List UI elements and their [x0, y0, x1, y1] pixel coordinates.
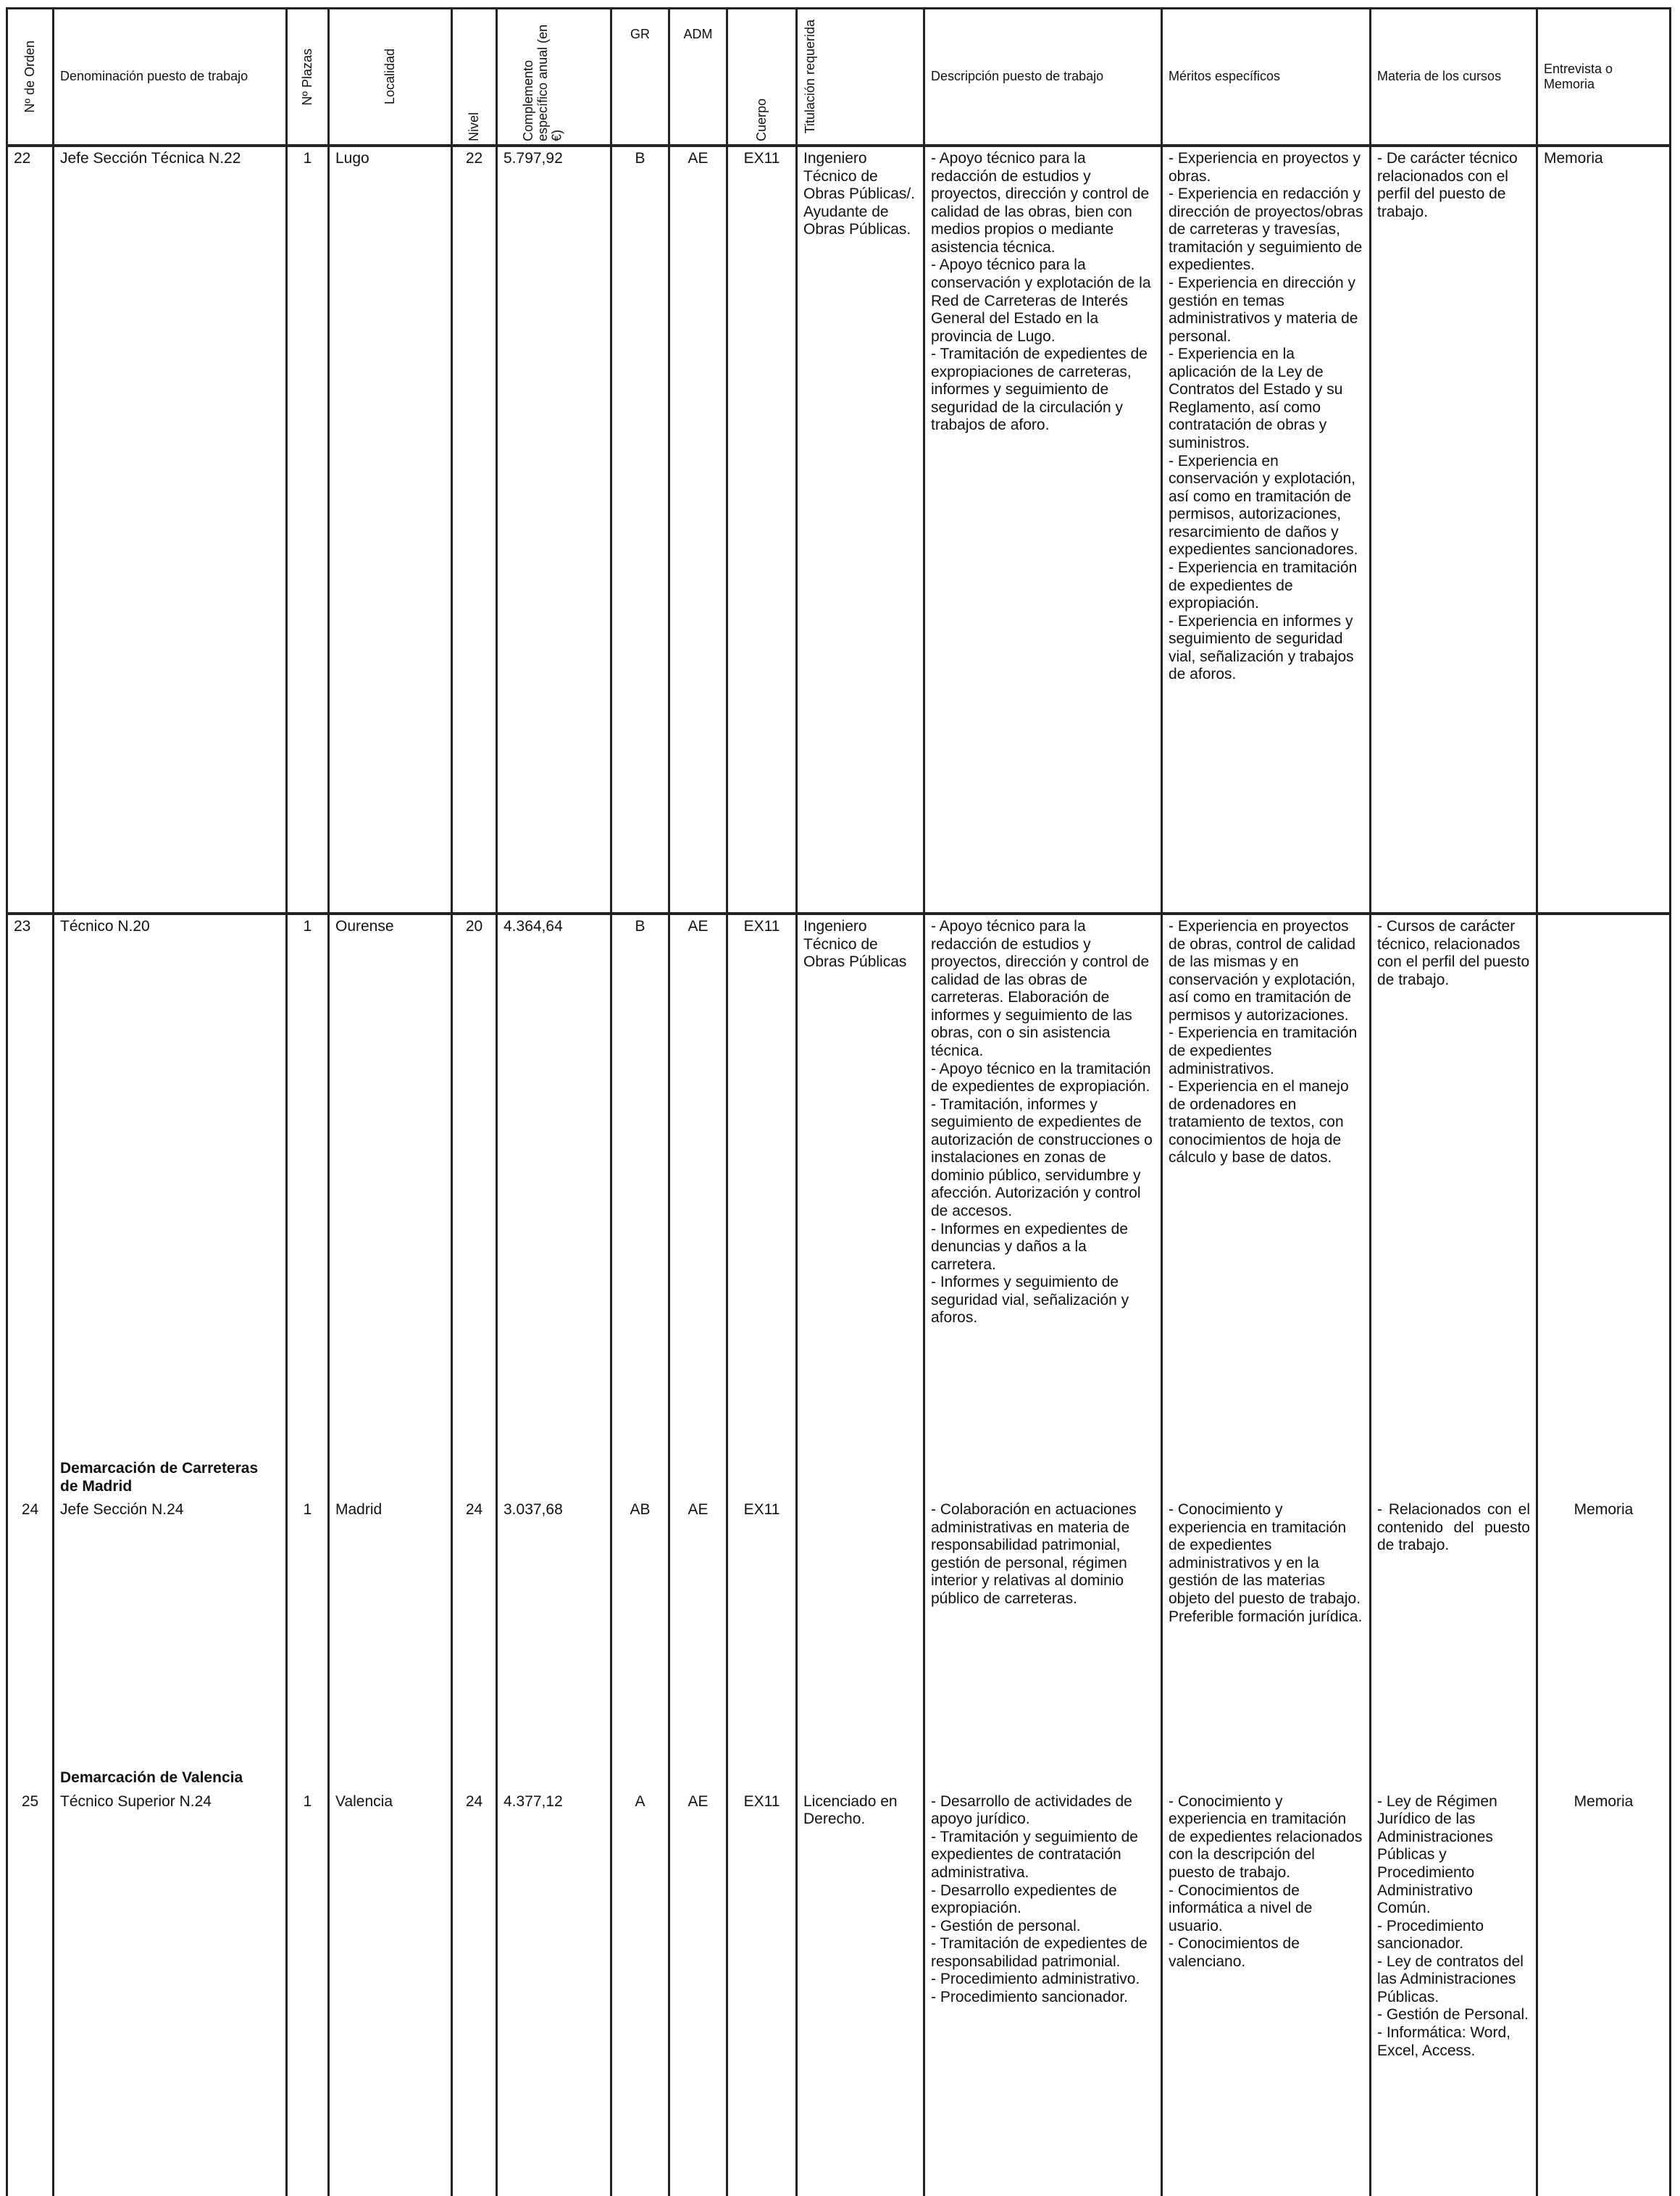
header-denominacion: Denominación puesto de trabajo	[54, 9, 287, 146]
cell-gr: B	[611, 914, 669, 1457]
cell-cursos: - Ley de Régimen Jurídico de las Administraciones Públicas y Procedimiento Administrativo Común. - Procedimiento sancionador. - Ley de contratos del las Administraciones Públicas. - Gestión de Personal. - Informática: Word, Excel, Access.	[1371, 1790, 1537, 2196]
cell-meritos: - Experiencia en proyectos de obras, control de calidad de las mismas y en conservación y explotación, así como en tramitación de permisos y autorizaciones. - Experiencia en tramitación de expedientes administrativos. - Experiencia en el manejo de ordenadores en tratamiento de textos, con conocimientos de hoja de cálculo y base de datos.	[1162, 914, 1371, 1457]
cell-gr: A	[611, 1790, 669, 2196]
cell-localidad: Ourense	[329, 914, 452, 1457]
cell-nivel: 22	[452, 146, 497, 914]
cell-entrevista: Memoria	[1537, 146, 1671, 914]
table-row	[7, 914, 1671, 1457]
cell-descripcion: - Apoyo técnico para la redacción de estudios y proyectos, dirección y control de calidad de las obras, bien con medios propios o mediante asistencia técnica. - Apoyo técnico para la conservación y explotación de la Red de Carreteras de Interés General del Estado en la provincia de Lugo. - Tramitación de expedientes de expropiaciones de carreteras, informes y seguimiento de seguridad de la circulación y trabajos de aforo.	[924, 146, 1162, 914]
cell-plazas: 1	[287, 1498, 329, 1766]
section-row	[7, 1766, 1671, 1790]
cell-meritos: - Conocimiento y experiencia en tramitación de expedientes administrativos y en la gestión de las materias objeto del puesto de trabajo. Preferible formación jurídica.	[1162, 1498, 1371, 1766]
cell-cursos: - De carácter técnico relacionados con el perfil del puesto de trabajo.	[1371, 146, 1537, 914]
cell-complemento: 5.797,92	[497, 146, 611, 914]
cell-descripcion: - Colaboración en actuaciones administrativas en materia de responsabilidad patrimonial, gestión de personal, régimen interior y relativas al dominio público de carreteras.	[924, 1498, 1162, 1766]
section-heading: Demarcación de Valencia	[54, 1766, 287, 1790]
table-row	[7, 1790, 1671, 2196]
cell-nivel: 20	[452, 914, 497, 1457]
cell-titulacion: Ingeniero Técnico de Obras Públicas/. Ayudante de Obras Públicas.	[797, 146, 924, 914]
header-meritos: Méritos específicos	[1162, 9, 1371, 146]
section-heading: Demarcación de Carreteras de Madrid	[54, 1457, 287, 1498]
cell-titulacion: Licenciado en Derecho.	[797, 1790, 924, 2196]
cell-localidad: Valencia	[329, 1790, 452, 2196]
header-descripcion: Descripción puesto de trabajo	[924, 9, 1162, 146]
cell-adm: AE	[669, 1498, 727, 1766]
table-row	[7, 146, 1671, 914]
cell-cuerpo: EX11	[727, 914, 797, 1457]
cell-meritos: - Experiencia en proyectos y obras. - Experiencia en redacción y dirección de proyectos/obras de carreteras y travesías, tramitación y seguimiento de expedientes. - Experiencia en dirección y gestión en temas administrativos y materia de personal. - Experiencia en la aplicación de la Ley de Contratos del Estado y su Reglamento, así como contratación de obras y suministros. - Experiencia en conservación y explotación, así como en tramitación de permisos, autorizaciones, resarcimiento de daños y expedientes sancionadores. - Experiencia en tramitación de expedientes de expropiación. - Experiencia en informes y seguimiento de seguridad vial, señalización y trabajos de aforos.	[1162, 146, 1371, 914]
cell-orden: 25	[7, 1790, 54, 2196]
cell-plazas: 1	[287, 146, 329, 914]
table-header	[7, 9, 1671, 146]
cell-plazas: 1	[287, 1790, 329, 2196]
cell-localidad: Lugo	[329, 146, 452, 914]
cell-localidad: Madrid	[329, 1498, 452, 1766]
cell-denominacion: Jefe Sección N.24	[54, 1498, 287, 1766]
cell-orden: 24	[7, 1498, 54, 1766]
table-row	[7, 1498, 1671, 1766]
cell-plazas: 1	[287, 914, 329, 1457]
cell-entrevista	[1537, 914, 1671, 1457]
header-titulacion: Titulación requerida	[797, 9, 924, 146]
cell-descripcion: - Desarrollo de actividades de apoyo jurídico. - Tramitación y seguimiento de expedientes de contratación administrativa. - Desarrollo expedientes de expropiación. - Gestión de personal. - Tramitación de expedientes de responsabilidad patrimonial. - Procedimiento administrativo. - Procedimiento sancionador.	[924, 1790, 1162, 2196]
cell-denominacion: Técnico Superior N.24	[54, 1790, 287, 2196]
header-gr: GR	[611, 9, 669, 146]
job-positions-table	[6, 7, 1671, 2196]
cell-orden: 22	[7, 146, 54, 914]
cell-entrevista: Memoria	[1537, 1790, 1671, 2196]
header-cuerpo: Cuerpo	[727, 9, 797, 146]
cell-complemento: 3.037,68	[497, 1498, 611, 1766]
cell-complemento: 4.377,12	[497, 1790, 611, 2196]
cell-adm: AE	[669, 146, 727, 914]
header-orden: Nº de Orden	[7, 9, 54, 146]
header-entrevista: Entrevista o Memoria	[1537, 9, 1671, 146]
cell-cuerpo: EX11	[727, 146, 797, 914]
cell-nivel: 24	[452, 1498, 497, 1766]
cell-descripcion: - Apoyo técnico para la redacción de estudios y proyectos, dirección y control de calidad de las obras de carreteras. Elaboración de informes y seguimiento de las obras, con o sin asistencia técnica. - Apoyo técnico en la tramitación de expedientes de expropiación. - Tramitación, informes y seguimiento de expedientes de autorización de construcciones o instalaciones en zonas de dominio público, servidumbre y afección. Autorización y control de accesos. - Informes en expedientes de denuncias y daños a la carretera. - Informes y seguimiento de seguridad vial, señalización y aforos.	[924, 914, 1162, 1457]
cell-meritos: - Conocimiento y experiencia en tramitación de expedientes relacionados con la descripción del puesto de trabajo. - Conocimientos de informática a nivel de usuario. - Conocimientos de valenciano.	[1162, 1790, 1371, 2196]
cell-cuerpo: EX11	[727, 1790, 797, 2196]
header-adm: ADM	[669, 9, 727, 146]
cell-titulacion	[797, 1498, 924, 1766]
cell-gr: B	[611, 146, 669, 914]
cell-denominacion: Técnico N.20	[54, 914, 287, 1457]
cell-gr: AB	[611, 1498, 669, 1766]
header-cursos: Materia de los cursos	[1371, 9, 1537, 146]
header-nivel: Nivel	[452, 9, 497, 146]
cell-orden: 23	[7, 914, 54, 1457]
header-plazas: Nº Plazas	[287, 9, 329, 146]
cell-adm: AE	[669, 1790, 727, 2196]
cell-cursos: - Relacionados con el contenido del puesto de trabajo.	[1371, 1498, 1537, 1766]
cell-titulacion: Ingeniero Técnico de Obras Públicas	[797, 914, 924, 1457]
section-row	[7, 1457, 1671, 1498]
cell-cuerpo: EX11	[727, 1498, 797, 1766]
cell-nivel: 24	[452, 1790, 497, 2196]
cell-adm: AE	[669, 914, 727, 1457]
header-complemento: Complemento específico anual (en €)	[497, 9, 611, 146]
cell-complemento: 4.364,64	[497, 914, 611, 1457]
cell-denominacion: Jefe Sección Técnica N.22	[54, 146, 287, 914]
cell-entrevista: Memoria	[1537, 1498, 1671, 1766]
header-localidad: Localidad	[329, 9, 452, 146]
cell-cursos: - Cursos de carácter técnico, relacionados con el perfil del puesto de trabajo.	[1371, 914, 1537, 1457]
